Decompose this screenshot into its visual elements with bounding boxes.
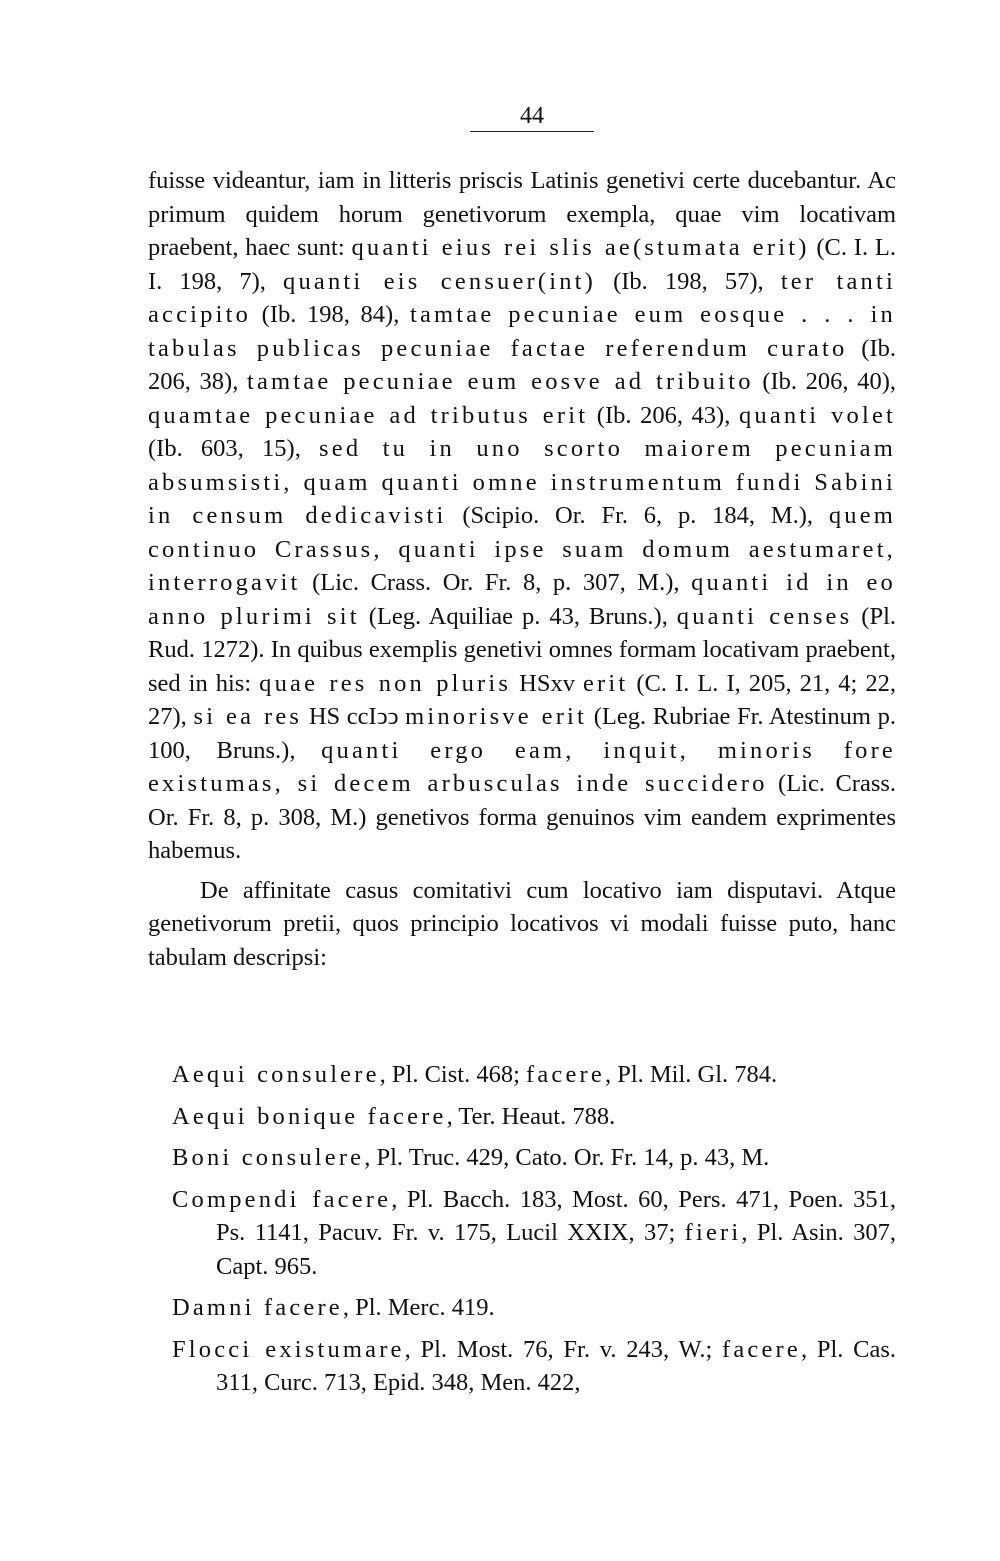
spaced-quotation: quanti censes [676, 602, 853, 630]
page-number-rule [470, 131, 594, 132]
text-run: (Leg. Aquiliae p. 43, Bruns.), [359, 602, 677, 630]
paragraph-genitive-table-intro [148, 874, 896, 975]
spaced-quotation: Aequi consulere [172, 1061, 380, 1088]
spaced-quotation: tamtae pecuniae eum eosve ad tribuito [246, 368, 754, 395]
text-run: , Pl. Cist. 468; [379, 1061, 527, 1088]
spaced-quotation: facere [526, 1061, 605, 1088]
text-run: , Pl. Asin. 307, Capt. 965. [216, 1219, 896, 1280]
spaced-quotation: Compendi facere [172, 1185, 392, 1213]
text-run: (Scipio. Or. Fr. 6, p. 184, M.), [446, 502, 829, 529]
spaced-quotation: quanti id in eo anno plurimi sit [148, 569, 896, 630]
text-run: De affinitate casus comitativi cum locativo iam disputavi. Atque genetivorum pretii, quos principio locativos vi modali fuisse puto, hanc tabulam descripsi: [148, 876, 896, 971]
paragraph-locative-examples [148, 164, 896, 868]
spaced-quotation: quanti eius rei slis ae(stumata erit) [351, 234, 810, 261]
text-run: (Ib. 206, 38), [148, 334, 896, 395]
spaced-quotation: Boni consulere [172, 1144, 365, 1171]
spaced-quotation: quem continuo Crassus, quanti ipse suam domum aestumaret, interrogavit [148, 502, 897, 596]
text-run: , Pl. Mil. Gl. 784. [604, 1061, 778, 1088]
list-item-aequi-consulere [172, 1058, 896, 1092]
text-run: HSxv [511, 669, 583, 697]
spaced-quotation: ter tanti accipito [148, 267, 896, 328]
body-text [148, 164, 896, 974]
text-run: (Ib. 198, 57), [595, 267, 781, 295]
text-run: fuisse videantur, iam in litteris priscis Latinis genetivi certe ducebantur. Ac primum quidem horum genetivorum exempla, quae vim locativam praebent, haec sunt: [148, 167, 896, 261]
genitive-pretii-list [172, 1058, 896, 1408]
spaced-quotation: Flocci existumare [172, 1335, 405, 1363]
text-run: (Ib. 198, 84), [251, 301, 410, 328]
spaced-quotation: minorisve erit [405, 703, 588, 730]
list-item-aequi-bonique-facere [172, 1100, 896, 1134]
spaced-quotation: quanti volet [738, 401, 896, 429]
text-run: HS ccIↄↄ [302, 703, 406, 730]
list-item-compendi-facere [172, 1183, 896, 1284]
text-run: (Lic. Crass. Or. Fr. 8, p. 307, M.), [300, 569, 692, 596]
text-run: (C. I. L. I, 205, 21, 4; 22, 27), [148, 669, 896, 730]
text-run: , Ter. Heaut. 788. [446, 1102, 616, 1130]
text-run: , Pl. Bacch. 183, Most. 60, Pers. 471, Poen. 351, Ps. 1141, Pacuv. Fr. v. 175, Lucil XXIX, 37; [216, 1185, 897, 1246]
spaced-quotation: si ea res [193, 703, 303, 730]
text-run: (C. I. L. I. 198, 7), [148, 234, 897, 295]
text-run: , Pl. Merc. 419. [342, 1294, 495, 1321]
text-run: (Lic. Crass. Or. Fr. 8, p. 308, M.) genetivos forma genuinos vim eandem exprimentes habemus. [148, 770, 897, 864]
text-run: (Ib. 206, 43), [588, 401, 739, 429]
text-run: , Pl. Most. 76, Fr. v. 243, W.; [404, 1335, 723, 1363]
text-run: (Leg. Rubriae Fr. Atestinum p. 100, Bruns.), [148, 703, 896, 764]
spaced-quotation: facere [722, 1335, 801, 1363]
spaced-quotation: quanti ergo eam, inquit, minoris fore existumas, si decem arbusculas inde succidero [148, 736, 896, 797]
spaced-quotation: fieri [684, 1219, 742, 1246]
spaced-quotation: quamtae pecuniae ad tributus erit [148, 401, 589, 429]
text-run: (Ib. 603, 15), [148, 435, 320, 462]
spaced-quotation: tamtae pecuniae eum eosque . . . in tabulas publicas pecuniae factae referendum curato [148, 301, 896, 362]
spaced-quotation: Aequi bonique facere [172, 1102, 447, 1130]
text-run: (Pl. Rud. 1272). In quibus exemplis genetivi omnes formam locativam praebent, sed in his: [148, 602, 897, 697]
spaced-quotation: sed tu in uno scorto maiorem pecuniam absumsisti, quam quanti omne instrumentum fundi Sabini in censum dedicavisti [148, 435, 896, 529]
text-run: , Pl. Cas. 311, Curc. 713, Epid. 348, Men. 422, [216, 1335, 897, 1396]
list-item-boni-consulere [172, 1141, 896, 1175]
spaced-quotation: quae res non pluris [259, 669, 512, 697]
text-run: (Ib. 206, 40), [753, 368, 896, 395]
list-item-damni-facere [172, 1291, 896, 1325]
page-number: 44 [520, 103, 544, 129]
list-item-flocci-existumare [172, 1333, 896, 1400]
spaced-quotation: Damni facere [172, 1294, 343, 1321]
text-run: , Pl. Truc. 429, Cato. Or. Fr. 14, p. 43, M. [364, 1144, 770, 1171]
spaced-quotation: erit [582, 669, 629, 697]
spaced-quotation: quanti eis censuer(int) [283, 267, 596, 295]
